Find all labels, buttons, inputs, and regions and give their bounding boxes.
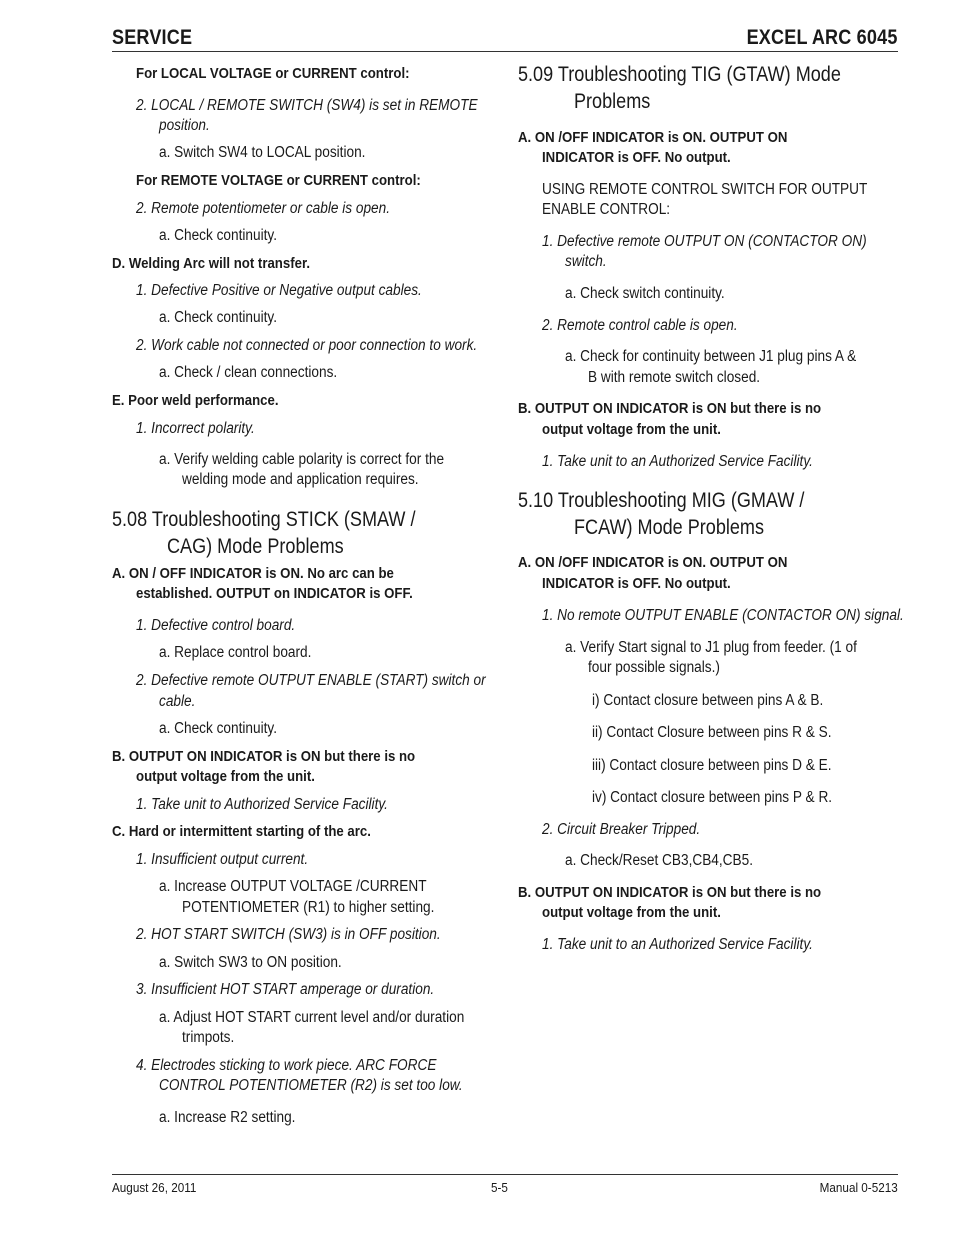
header-product-title: EXCEL ARC 6045: [747, 26, 898, 49]
left-text-line: cable.: [159, 693, 196, 710]
left-text-line: trimpots.: [182, 1029, 235, 1046]
left-text-line: B. OUTPUT ON INDICATOR is ON but there is no: [112, 748, 416, 765]
heading-5-09-line2: Problems: [574, 90, 651, 113]
right-text-line: 1. No remote OUTPUT ENABLE (CONTACTOR ON) signal.: [542, 607, 904, 624]
left-text-line: a. Replace control board.: [159, 644, 312, 661]
right-text-line: INDICATOR is OFF. No output.: [542, 149, 731, 166]
left-text-line: position.: [159, 117, 210, 134]
left-text-line: For REMOTE VOLTAGE or CURRENT control:: [136, 172, 421, 189]
left-text-line: POTENTIOMETER (R1) to higher setting.: [182, 899, 435, 916]
left-text-line: C. Hard or intermittent starting of the arc.: [112, 823, 371, 840]
left-text-line: 1. Defective control board.: [136, 617, 296, 634]
left-text-line: 2. HOT START SWITCH (SW3) is in OFF position.: [136, 926, 441, 943]
right-text-line: i) Contact closure between pins A & B.: [592, 692, 824, 709]
left-text-line: E. Poor weld performance.: [112, 392, 279, 409]
footer-rule: [112, 1174, 898, 1175]
left-text-line: 3. Insufficient HOT START amperage or duration.: [136, 981, 435, 998]
left-text-line: a. Switch SW4 to LOCAL position.: [159, 144, 366, 161]
left-text-line: welding mode and application requires.: [182, 471, 419, 488]
footer-date: August 26, 2011: [112, 1180, 197, 1195]
heading-5-08-line2: CAG) Mode Problems: [167, 535, 344, 558]
right-text-line: output voltage from the unit.: [542, 421, 721, 438]
right-text-line: INDICATOR is OFF. No output.: [542, 575, 731, 592]
right-text-line: B. OUTPUT ON INDICATOR is ON but there is no: [518, 884, 822, 901]
right-text-line: USING REMOTE CONTROL SWITCH FOR OUTPUT: [542, 181, 868, 198]
right-text-line: iii) Contact closure between pins D & E.: [592, 757, 832, 774]
left-text-line: 1. Incorrect polarity.: [136, 420, 255, 437]
right-text-line: A. ON /OFF INDICATOR is ON. OUTPUT ON: [518, 554, 788, 571]
left-text-line: a. Increase OUTPUT VOLTAGE /CURRENT: [159, 878, 427, 895]
left-text-line: 1. Insufficient output current.: [136, 851, 309, 868]
right-text-line: A. ON /OFF INDICATOR is ON. OUTPUT ON: [518, 129, 788, 146]
left-text-line: a. Check continuity.: [159, 720, 278, 737]
header-rule: [112, 51, 898, 52]
left-text-line: a. Check / clean connections.: [159, 364, 338, 381]
right-text-line: ii) Contact Closure between pins R & S.: [592, 724, 832, 741]
right-text-line: 1. Defective remote OUTPUT ON (CONTACTOR ON): [542, 233, 867, 250]
right-text-line: 1. Take unit to an Authorized Service Facility.: [542, 453, 813, 470]
right-text-line: B. OUTPUT ON INDICATOR is ON but there is no: [518, 400, 822, 417]
left-text-line: a. Verify welding cable polarity is correct for the: [159, 451, 445, 468]
left-text-line: a. Switch SW3 to ON position.: [159, 954, 342, 971]
left-text-line: established. OUTPUT on INDICATOR is OFF.: [136, 585, 413, 602]
left-text-line: D. Welding Arc will not transfer.: [112, 255, 311, 272]
footer-page-number: 5-5: [490, 1180, 508, 1195]
right-text-line: output voltage from the unit.: [542, 904, 721, 921]
heading-5-10-line2: FCAW) Mode Problems: [574, 516, 765, 539]
left-text-line: CONTROL POTENTIOMETER (R2) is set too low.: [159, 1077, 463, 1094]
heading-5-10-line1: 5.10 Troubleshooting MIG (GMAW /: [518, 489, 805, 512]
right-text-line: 2. Circuit Breaker Tripped.: [542, 821, 701, 838]
left-text-line: 2. Remote potentiometer or cable is open.: [136, 200, 391, 217]
left-text-line: 2. Defective remote OUTPUT ENABLE (START) switch or: [136, 672, 486, 689]
right-text-line: a. Check for continuity between J1 plug pins A &: [565, 348, 857, 365]
heading-5-09-line1: 5.09 Troubleshooting TIG (GTAW) Mode: [518, 63, 841, 86]
right-text-line: B with remote switch closed.: [588, 369, 761, 386]
right-text-line: 1. Take unit to an Authorized Service Facility.: [542, 936, 813, 953]
left-text-line: a. Check continuity.: [159, 227, 278, 244]
left-text-line: a. Increase R2 setting.: [159, 1109, 296, 1126]
right-text-line: 2. Remote control cable is open.: [542, 317, 738, 334]
right-text-line: ENABLE CONTROL:: [542, 201, 671, 218]
left-text-line: 1. Take unit to Authorized Service Facility.: [136, 796, 388, 813]
right-text-line: a. Check switch continuity.: [565, 285, 725, 302]
right-text-line: four possible signals.): [588, 659, 720, 676]
right-text-line: iv) Contact closure between pins P & R.: [592, 789, 833, 806]
right-text-line: a. Check/Reset CB3,CB4,CB5.: [565, 852, 754, 869]
left-text-line: 2. LOCAL / REMOTE SWITCH (SW4) is set in REMOTE: [136, 97, 478, 114]
left-text-line: 4. Electrodes sticking to work piece. ARC FORCE: [136, 1057, 437, 1074]
left-text-line: a. Check continuity.: [159, 309, 278, 326]
heading-5-08-line1: 5.08 Troubleshooting STICK (SMAW /: [112, 508, 416, 531]
left-text-line: output voltage from the unit.: [136, 768, 315, 785]
left-text-line: For LOCAL VOLTAGE or CURRENT control:: [136, 65, 410, 82]
left-text-line: A. ON / OFF INDICATOR is ON. No arc can be: [112, 565, 394, 582]
left-text-line: 1. Defective Positive or Negative output cables.: [136, 282, 422, 299]
footer-manual-number: Manual 0-5213: [819, 1180, 898, 1195]
right-text-line: switch.: [565, 253, 607, 270]
left-text-line: a. Adjust HOT START current level and/or duration: [159, 1009, 465, 1026]
left-text-line: 2. Work cable not connected or poor connection to work.: [136, 337, 478, 354]
header-section-title: SERVICE: [112, 26, 193, 49]
right-text-line: a. Verify Start signal to J1 plug from feeder. (1 of: [565, 639, 857, 656]
